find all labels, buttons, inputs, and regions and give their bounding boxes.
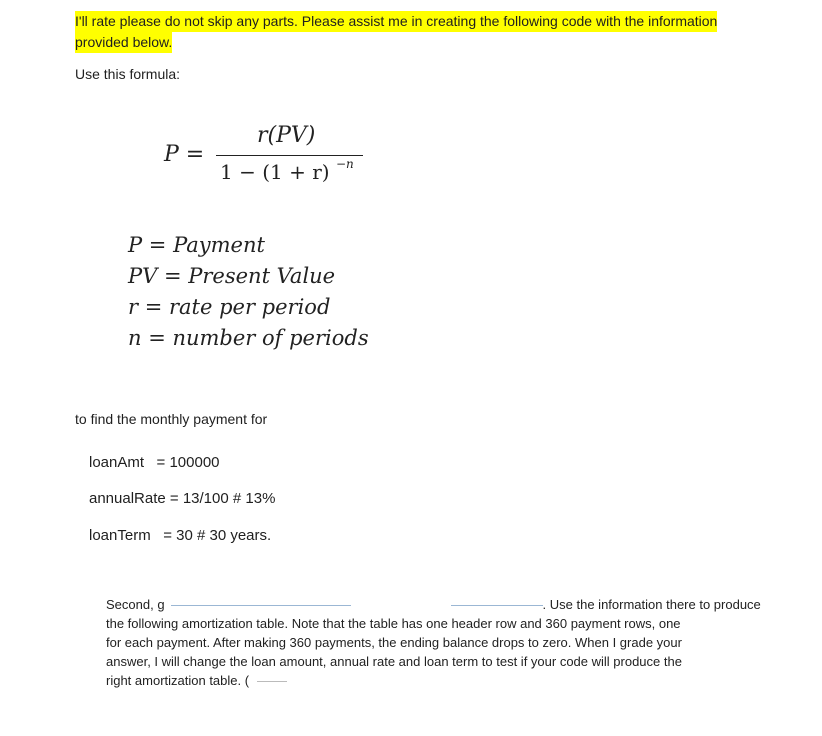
paragraph-start: Second, g (106, 597, 165, 612)
fraction-bar (216, 155, 363, 156)
instructions-paragraph (106, 595, 761, 690)
formula-exponent: −n (336, 157, 354, 171)
code-loan-term: loanTerm = 30 # 30 years. (89, 527, 272, 544)
definition-payment: P = Payment (128, 233, 265, 257)
formula-lhs: P = (164, 142, 205, 167)
definition-present-value: PV = Present Value (128, 264, 336, 288)
code-annual-rate: annualRate = 13/100 # 13% (89, 490, 276, 507)
redaction-bar (171, 605, 351, 606)
paragraph-after-gap: . Use the information there to produce (542, 597, 761, 612)
formula-denominator: 1 − (1 + r) (220, 160, 330, 184)
variable-definitions (128, 230, 369, 354)
paragraph-end: right amortization table. ( (106, 673, 250, 688)
formula-numerator: r(PV) (257, 123, 316, 148)
redaction-bar-2 (451, 605, 543, 606)
paragraph-line-2: the following amortization table. Note that the table has one header row and 360 payment rows, one (106, 616, 681, 631)
paragraph-line-1 (106, 595, 761, 614)
paragraph-line-3: for each payment. After making 360 payments, the ending balance drops to zero. When I grade your (106, 635, 682, 650)
paragraph-line-4: answer, I will change the loan amount, annual rate and loan term to test if your code will produce the (106, 654, 682, 669)
definition-rate: r = rate per period (128, 295, 331, 319)
formula-prompt: Use this formula: (75, 66, 181, 82)
monthly-payment-prompt: to find the monthly payment for (75, 411, 268, 427)
payment-formula (164, 118, 384, 198)
highlighted-request-line-2 (75, 32, 172, 53)
paragraph-line-5 (106, 671, 726, 690)
highlighted-request-text-2: provided below. (75, 34, 173, 50)
highlighted-request-line-1 (75, 11, 717, 32)
redaction-bar-3 (257, 681, 287, 682)
highlighted-request-text-1: I'll rate please do not skip any parts. Please assist me in creating the following code with the information (75, 13, 718, 29)
definition-periods: n = number of periods (128, 326, 369, 350)
code-loan-amount: loanAmt = 100000 (89, 454, 220, 471)
